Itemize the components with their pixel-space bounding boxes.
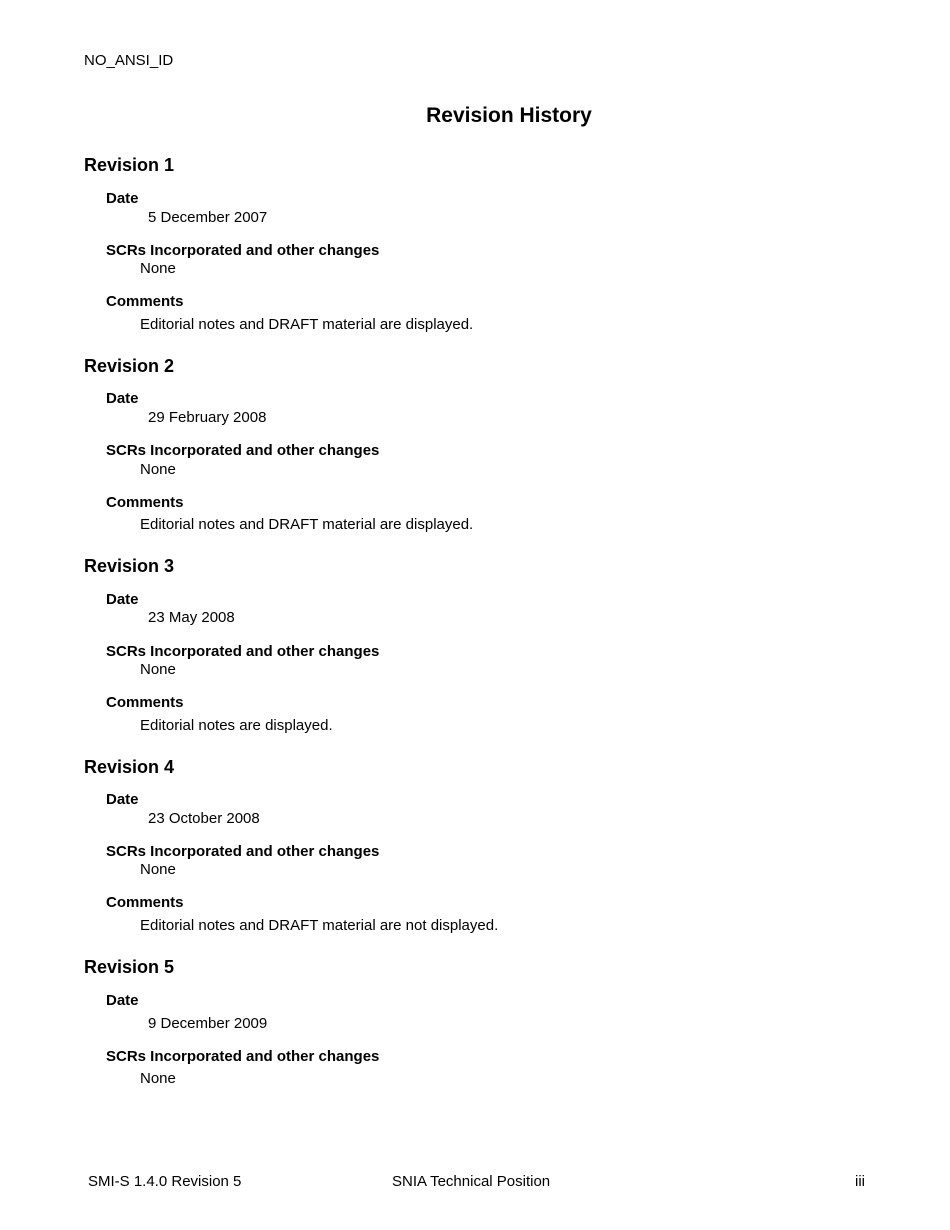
revision-2-comments-label: Comments <box>106 494 184 511</box>
revision-4-heading: Revision 4 <box>84 757 175 777</box>
revision-2-heading: Revision 2 <box>84 356 175 376</box>
revision-3-comments-value: Editorial notes are displayed. <box>140 717 333 734</box>
revision-4-date-value: 23 October 2008 <box>148 810 260 827</box>
revision-2-date-label: Date <box>106 390 139 407</box>
revision-2-date-value: 29 February 2008 <box>148 409 267 426</box>
footer-document-version: SMI-S 1.4.0 Revision 5 <box>88 1173 242 1190</box>
revision-2-comments-value: Editorial notes and DRAFT material are displayed. <box>140 516 474 533</box>
revision-3-heading: Revision 3 <box>84 556 175 576</box>
revision-4-scrs-value: None <box>140 861 176 878</box>
revision-5-heading: Revision 5 <box>84 957 175 977</box>
revision-2-scrs-label: SCRs Incorporated and other changes <box>106 442 380 459</box>
revision-2-scrs-value: None <box>140 461 176 478</box>
revision-4-date-label: Date <box>106 791 139 808</box>
revision-1-comments-label: Comments <box>106 293 184 310</box>
revision-1-scrs-value: None <box>140 260 176 277</box>
revision-4-comments-label: Comments <box>106 894 184 911</box>
revision-3-comments-label: Comments <box>106 694 184 711</box>
revision-5-date-label: Date <box>106 992 139 1009</box>
revision-1-comments-value: Editorial notes and DRAFT material are displayed. <box>140 316 474 333</box>
revision-3-scrs-value: None <box>140 661 176 678</box>
page-title: Revision History <box>426 104 592 127</box>
revision-5-scrs-label: SCRs Incorporated and other changes <box>106 1048 380 1065</box>
revision-4-comments-value: Editorial notes and DRAFT material are not displayed. <box>140 917 499 934</box>
revision-5-date-value: 9 December 2009 <box>148 1015 268 1032</box>
revision-1-date-value: 5 December 2007 <box>148 209 268 226</box>
revision-4-scrs-label: SCRs Incorporated and other changes <box>106 843 380 860</box>
revision-1-date-label: Date <box>106 190 139 207</box>
revision-3-scrs-label: SCRs Incorporated and other changes <box>106 643 380 660</box>
document-id: NO_ANSI_ID <box>84 52 174 69</box>
revision-1-heading: Revision 1 <box>84 155 175 175</box>
revision-1-scrs-label: SCRs Incorporated and other changes <box>106 242 380 259</box>
footer-page-number: iii <box>855 1173 865 1190</box>
footer-document-type: SNIA Technical Position <box>392 1173 551 1190</box>
revision-3-date-label: Date <box>106 591 139 608</box>
revision-5-scrs-value: None <box>140 1070 176 1087</box>
revision-3-date-value: 23 May 2008 <box>148 609 235 626</box>
